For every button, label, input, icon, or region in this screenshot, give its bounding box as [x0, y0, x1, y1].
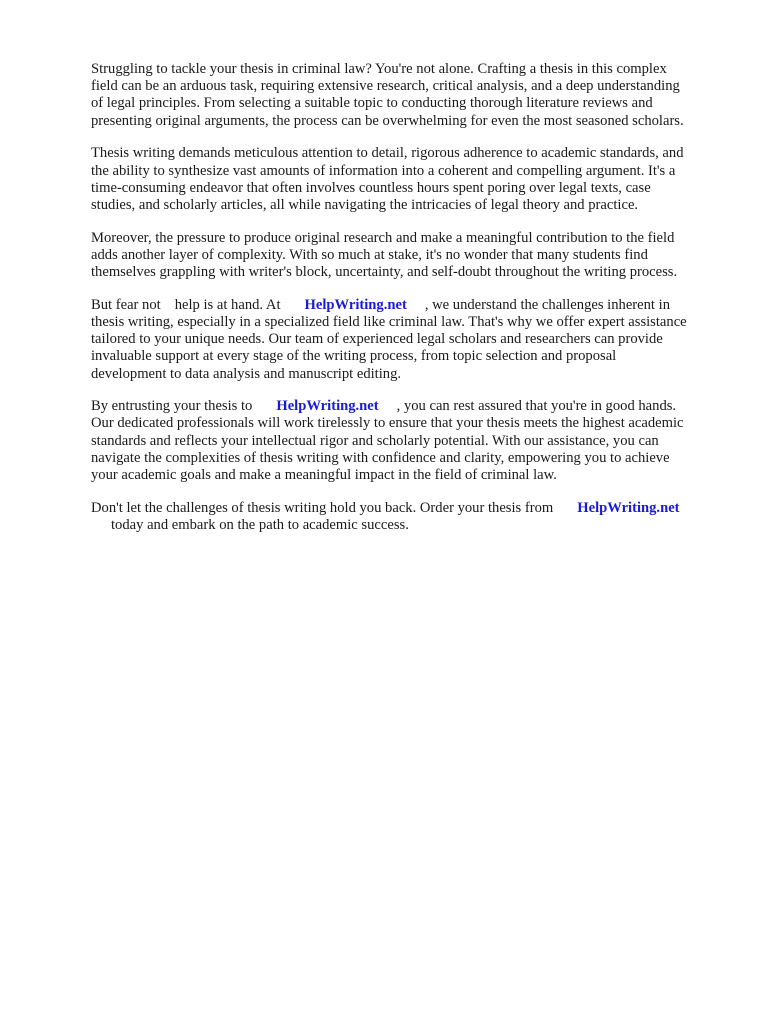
text-fragment: , we understand the challenges inherent in — [424, 296, 670, 313]
paragraph-entrust — [91, 398, 731, 484]
text-line: Our dedicated professionals will work tirelessly to ensure that your thesis meets the highest academic — [91, 415, 684, 432]
text-line: time-consuming endeavor that often involves countless hours spent poring over legal texts, case — [91, 179, 651, 196]
paragraph-closing — [91, 500, 731, 534]
text-line: your academic goals and make a meaningful impact in the field of criminal law. — [91, 467, 557, 484]
text-line: presenting original arguments, the process can be overwhelming for even the most seasoned scholars. — [91, 112, 684, 129]
text-line: field can be an arduous task, requiring extensive research, critical analysis, and a deep understanding — [91, 78, 680, 95]
text-line — [91, 398, 731, 415]
paragraph-intro — [91, 61, 731, 130]
text-line: Moreover, the pressure to produce original research and make a meaningful contribution to the field — [91, 229, 675, 246]
text-line: Struggling to tackle your thesis in criminal law? You're not alone. Crafting a thesis in this complex — [91, 61, 667, 77]
text-line: development to data analysis and manuscript editing. — [91, 365, 402, 382]
text-line — [91, 297, 731, 314]
helpwriting-link[interactable]: HelpWriting.net — [304, 296, 407, 313]
text-line — [91, 500, 731, 517]
text-line: thesis writing, especially in a specialized field like criminal law. That's why we offer expert assistance — [91, 313, 687, 330]
text-line: tailored to your unique needs. Our team of experienced legal scholars and researchers can provide — [91, 331, 663, 348]
text-line: the ability to synthesize vast amounts of information into a coherent and compelling argument. It's a — [91, 162, 676, 179]
helpwriting-link[interactable]: HelpWriting.net — [577, 499, 680, 516]
paragraph-pressure — [91, 230, 731, 282]
text-line: today and embark on the path to academic success. — [111, 516, 409, 533]
helpwriting-link[interactable]: HelpWriting.net — [276, 398, 379, 415]
text-line: Thesis writing demands meticulous attention to detail, rigorous adherence to academic standards, and — [91, 145, 684, 162]
text-fragment: By entrusting your thesis to — [91, 398, 253, 415]
text-fragment: help is at hand. At — [174, 296, 281, 313]
text-fragment: But fear not — [91, 296, 161, 313]
text-line: standards and reflects your intellectual rigor and scholarly potential. With our assistance, you can — [91, 432, 659, 449]
text-line: of legal principles. From selecting a suitable topic to conducting thorough literature reviews and — [91, 95, 653, 112]
text-line: invaluable support at every stage of the writing process, from topic selection and proposal — [91, 348, 617, 365]
paragraph-help — [91, 297, 731, 383]
document-page — [91, 61, 731, 550]
text-line: themselves grappling with writer's block, uncertainty, and self-doubt throughout the writing process. — [91, 264, 678, 281]
text-line: adds another layer of complexity. With so much at stake, it's no wonder that many students find — [91, 246, 648, 263]
text-line: navigate the complexities of thesis writing with confidence and clarity, empowering you to achieve — [91, 449, 670, 466]
text-fragment: , you can rest assured that you're in good hands. — [396, 398, 677, 415]
paragraph-demands — [91, 145, 731, 214]
text-line: studies, and scholarly articles, all while navigating the intricacies of legal theory and practice. — [91, 196, 639, 213]
text-fragment: Don't let the challenges of thesis writing hold you back. Order your thesis from — [91, 499, 554, 516]
